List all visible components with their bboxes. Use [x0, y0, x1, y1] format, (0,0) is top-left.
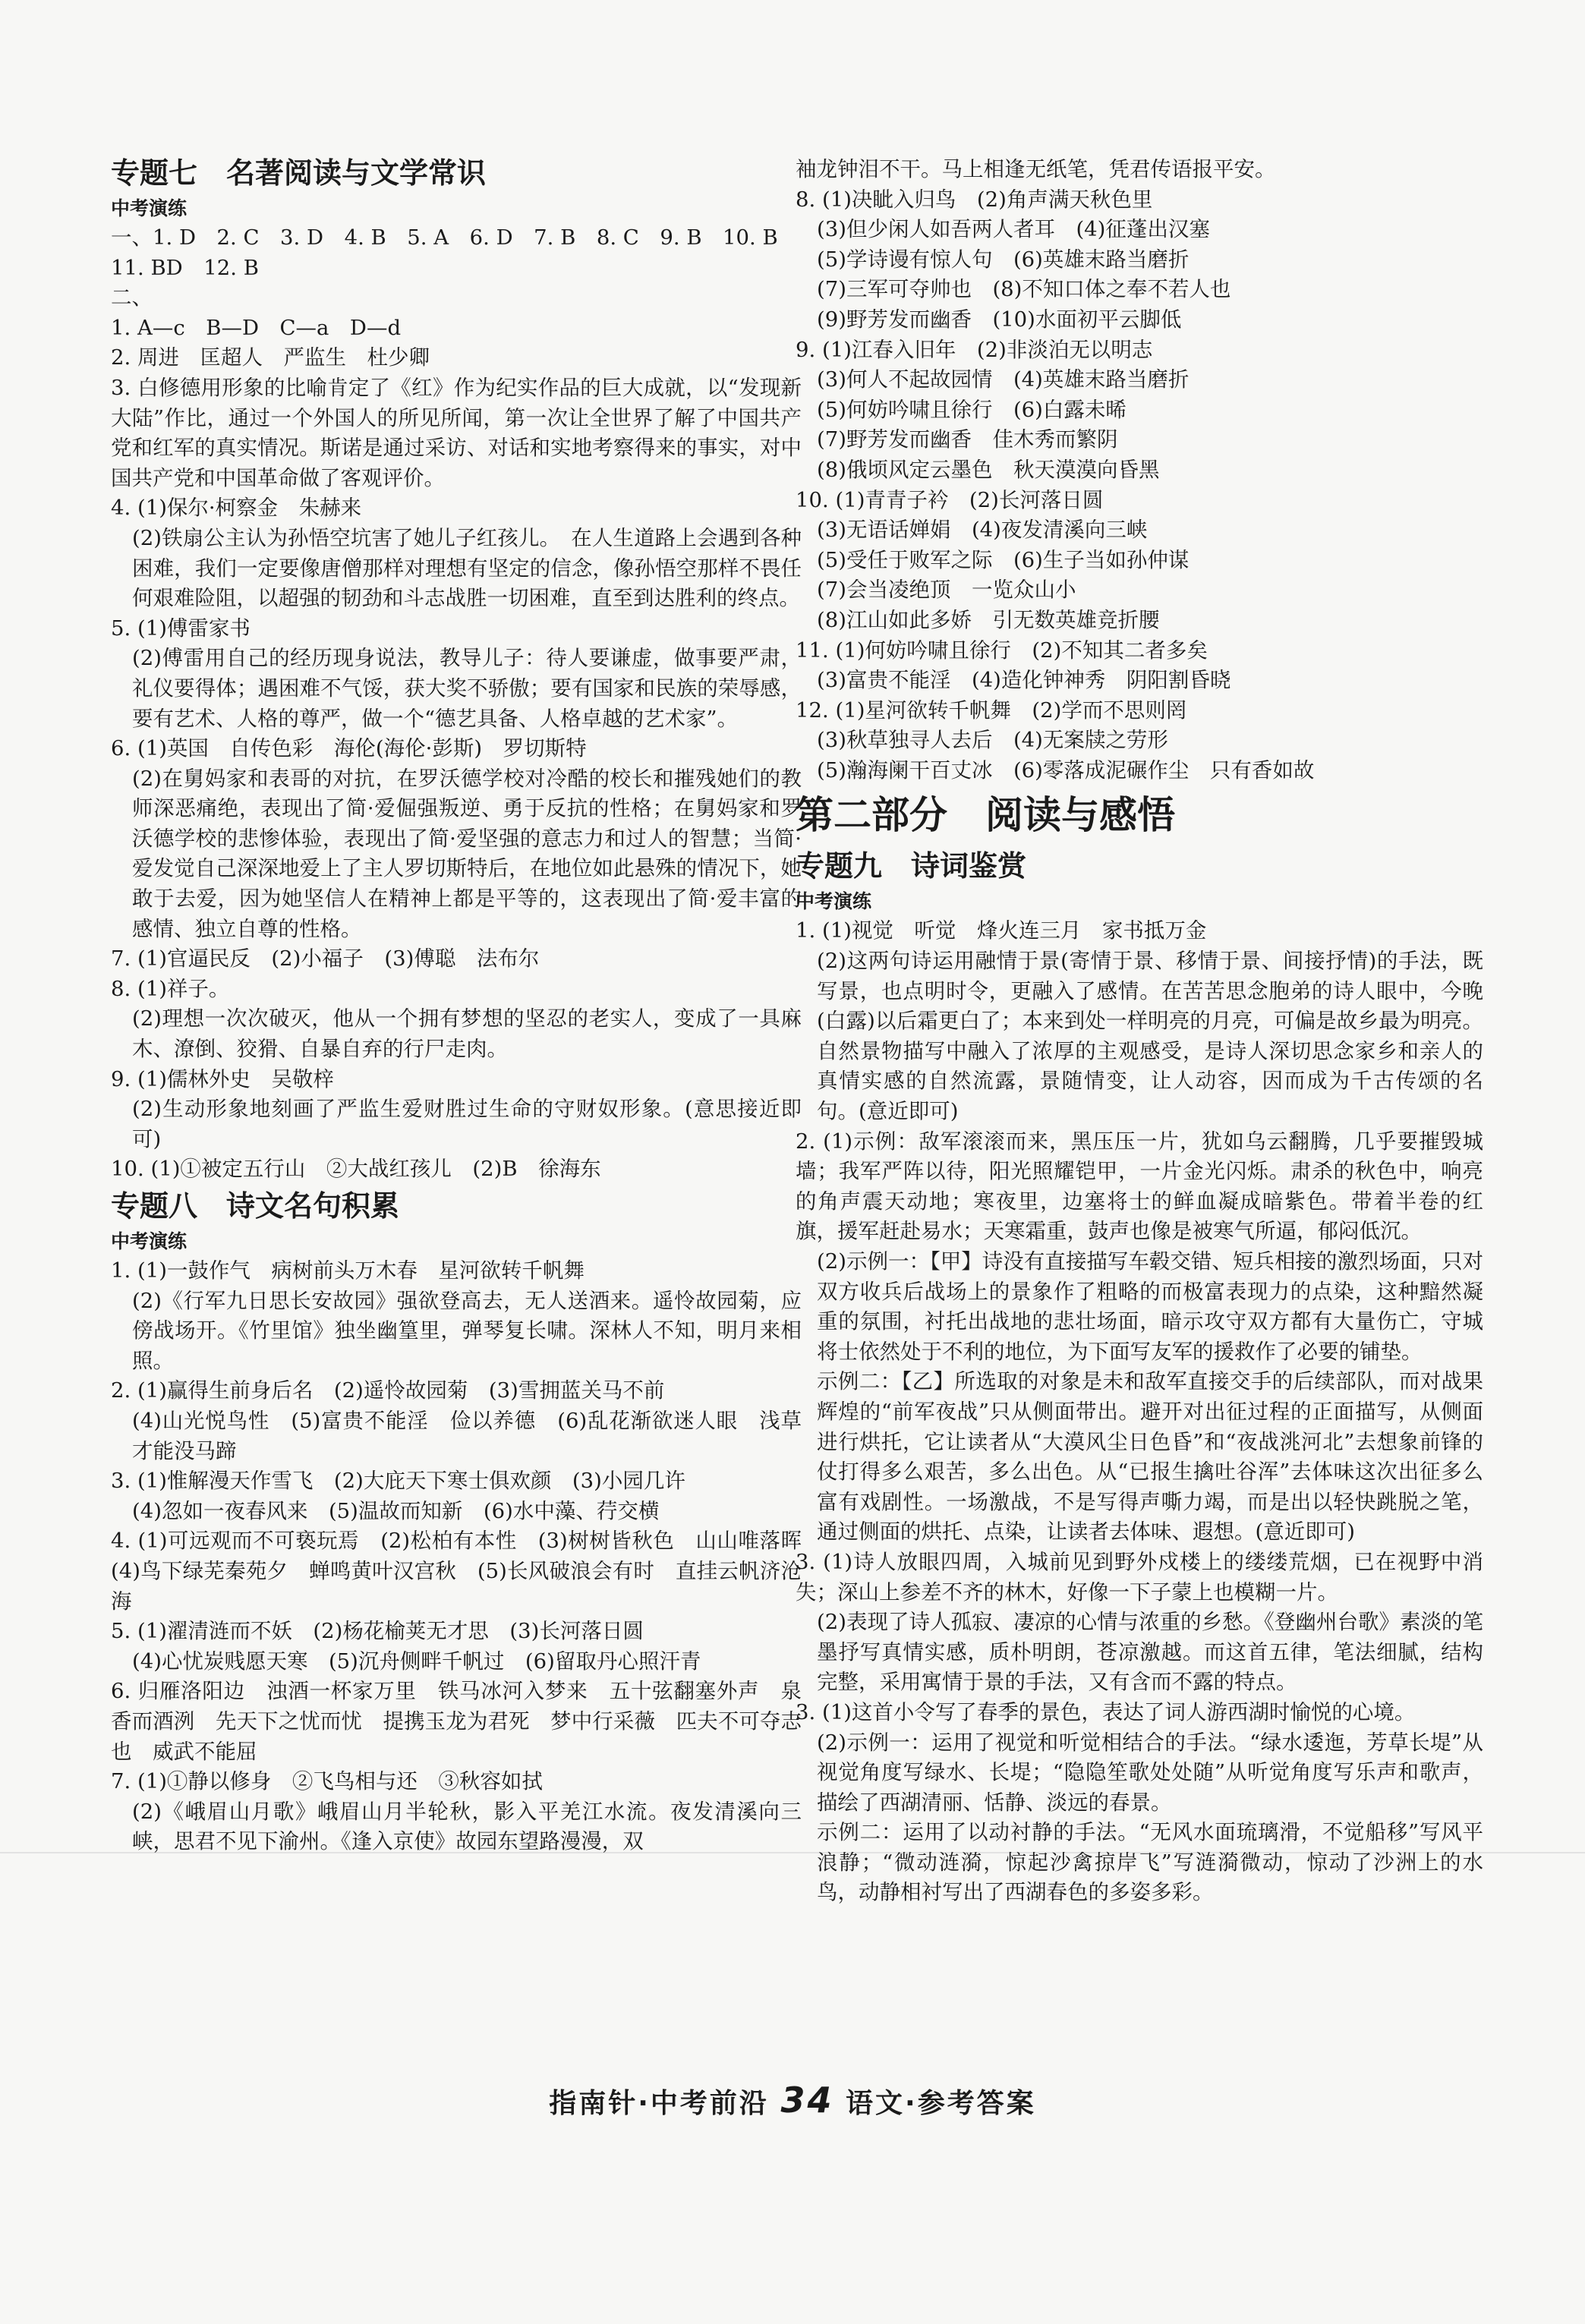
answer-line: 一、1. D 2. C 3. D 4. B 5. A 6. D 7. B 8. C 9. B 10. B — [111, 225, 778, 250]
answer-line: 袖龙钟泪不干。马上相逢无纸笔，凭君传语报平安。 — [796, 157, 1276, 181]
answer-line: (2)示例一：【甲】诗没有直接描写车毂交错、短兵相接的激烈场面，只对双方收兵后战场上的景象作了粗略的而极富表现力的点染，这种黯然凝重的氛围，衬托出战地的悲壮场面，暗示攻守双方都有大量伤亡，守城将士依然处于不利的地位，为下面写友军的援救作了必要的铺垫。 — [817, 1249, 1483, 1364]
answer-line: (2)铁扇公主认为孙悟空坑害了她儿子红孩儿。 在人生道路上会遇到各种困难，我们一定要像唐僧那样对理想有坚定的信念，像孙悟空那样不畏任何艰难险阻，以超强的韧劲和斗志战胜一切困难，直至到达胜利的终点。 — [132, 525, 802, 611]
answer-line: (4)心忧炭贱愿天寒 (5)沉舟侧畔千帆过 (6)留取丹心照汗青 — [132, 1649, 701, 1674]
answer-line: 2. 周进 匡超人 严监生 杜少卿 — [111, 345, 430, 370]
answer-line: 8. (1)祥子。 — [111, 976, 230, 1001]
answer-line: 5. (1)濯清涟而不妖 (2)杨花榆荚无才思 (3)长河落日圆 — [111, 1619, 644, 1644]
answer-line: 7. (1)①静以修身 ②飞鸟相与还 ③秋容如拭 — [111, 1769, 543, 1794]
answer-line: 2. (1)示例：敌军滚滚而来，黑压压一片，犹如乌云翻腾，几乎要摧毁城墙；我军严阵以待，阳光照耀铠甲，一片金光闪烁。肃杀的秋色中，响亮的角声震天动地；寒夜里，边塞将士的鲜血凝成暗紫色。带着半卷的红旗，援军赶赴易水；天寒霜重，鼓声也像是被寒气所逼，郁闷低沉。 — [796, 1129, 1483, 1244]
section-title-9: 专题九 诗词鉴赏 — [796, 849, 1027, 883]
answer-line: 10. (1)①被定五行山 ②大战红孩儿 (2)B 徐海东 — [111, 1157, 601, 1182]
answer-line: 二、 — [111, 285, 153, 310]
answer-line: (3)无语话婵娟 (4)夜发清溪向三峡 — [817, 518, 1148, 543]
answer-line: 示例二：【乙】所选取的对象是未和敌军直接交手的后续部队，而对战果辉煌的“前军夜战”只从侧面带出。避开对出征过程的正面描写，从侧面进行烘托，它让读者从“大漠风尘日色昏”和“夜战洮河北”去想象前锋的仗打得多么艰苦，多么出色。从“已报生擒吐谷浑”去体味这次出征多么富有戏剧性。一场激战，不是写得声嘶力竭，而是出以轻快跳脱之笔，通过侧面的烘托、点染，让读者去体味、遐想。(意近即可) — [817, 1369, 1483, 1545]
left-column — [111, 152, 823, 1857]
answer-line: 1. (1)视觉 听觉 烽火连三月 家书抵万金 — [796, 918, 1207, 943]
footer-subject: 语文·参考答案 — [846, 2088, 1036, 2119]
answer-line: (3)富贵不能淫 (4)造化钟神秀 阴阳割昏晓 — [817, 668, 1231, 693]
answer-line: 示例二：运用了以动衬静的手法。“无风水面琉璃滑，不觉船移”写风平浪静；“微动涟漪，惊起沙禽掠岸飞”写涟漪微动，惊动了沙洲上的水鸟，动静相衬写出了西湖春色的多姿多彩。 — [817, 1820, 1483, 1905]
answer-line: 5. (1)傅雷家书 — [111, 616, 251, 641]
section-title-7: 专题七 名著阅读与文学常识 — [111, 156, 487, 190]
right-column — [796, 155, 1483, 1908]
answer-line: (9)野芳发而幽香 (10)水面初平云脚低 — [817, 307, 1182, 332]
subheading-practice: 中考演练 — [111, 197, 187, 219]
answer-line: 3. (1)诗人放眼四周，入城前见到野外戍楼上的缕缕荒烟，已在视野中消失；深山上参差不齐的林木，好像一下子蒙上也模糊一片。 — [796, 1549, 1483, 1604]
answer-line: (2)表现了诗人孤寂、凄凉的心情与浓重的乡愁。《登幽州台歌》素淡的笔墨抒写真情实感，质朴明朗，苍凉激越。而这首五律，笔法细腻，结构完整，采用寓情于景的手法，又有含而不露的特点。 — [817, 1610, 1483, 1695]
answers-section-9 — [796, 916, 1483, 1908]
answer-line: 6. (1)英国 自传色彩 海伦(海伦·彭斯) 罗切斯特 — [111, 736, 587, 761]
answer-line: (5)受任于败军之际 (6)生子当如孙仲谋 — [817, 547, 1190, 572]
answers-section-7 — [111, 223, 802, 1185]
answer-line: 4. (1)可远观而不可亵玩焉 (2)松柏有本性 (3)树树皆秋色 山山唯落晖 (4)鸟下绿芜秦苑夕 蝉鸣黄叶汉宫秋 (5)长风破浪会有时 直挂云帆济沧海 — [111, 1529, 823, 1614]
section-title-8: 专题八 诗文名句积累 — [111, 1189, 400, 1223]
answer-line: 11. (1)何妨吟啸且徐行 (2)不知其二者多矣 — [796, 638, 1208, 663]
answer-line: (5)瀚海阑干百丈冰 (6)零落成泥碾作尘 只有香如故 — [817, 757, 1315, 783]
answer-line: (5)学诗谩有惊人句 (6)英雄末路当磨折 — [817, 247, 1190, 272]
answer-line: 8. (1)决眦入归鸟 (2)角声满天秋色里 — [796, 187, 1153, 212]
answer-line: (7)会当凌绝顶 一览众山小 — [817, 578, 1076, 603]
answer-line: (2)傅雷用自己的经历现身说法，教导儿子：待人要谦虚，做事要严肃，礼仪要得体；遇困难不气馁，获大奖不骄傲；要有国家和民族的荣辱感，要有艺术、人格的尊严，做一个“德艺具备、人格卓越的艺术家”。 — [132, 646, 802, 731]
part-two-title: 第二部分 阅读与感悟 — [796, 793, 1175, 838]
answer-line: (2)《峨眉山月歌》峨眉山月半轮秋，影入平羌江水流。夜发清溪向三峡，思君不见下渝州。《逢入京使》故园东望路漫漫，双 — [132, 1799, 802, 1854]
answer-line: 11. BD 12. B — [111, 255, 259, 280]
page-number: 34 — [780, 2080, 834, 2121]
answer-line: 3. (1)这首小令写了春季的景色，表达了词人游西湖时愉悦的心境。 — [796, 1699, 1416, 1724]
answers-section-8-continued — [796, 155, 1483, 786]
answer-line: 9. (1)江春入旧年 (2)非淡泊无以明志 — [796, 337, 1153, 362]
answer-line: (2)理想一次次破灭，他从一个拥有梦想的坚忍的老实人，变成了一具麻木、潦倒、狡猾、自暴自弃的行尸走肉。 — [132, 1006, 802, 1062]
answer-line: 6. 归雁洛阳边 浊酒一杯家万里 铁马冰河入梦来 五十弦翻塞外声 泉香而酒洌 先天下之忧而忧 提携玉龙为君死 梦中行采薇 匹夫不可夺志也 威武不能屈 — [111, 1679, 802, 1764]
answer-line: (3)何人不起故园情 (4)英雄末路当磨折 — [817, 367, 1190, 392]
answer-line: (5)何妨吟啸且徐行 (6)白露未晞 — [817, 397, 1127, 422]
answer-line: (4)山光悦鸟性 (5)富贵不能淫 俭以养德 (6)乱花渐欲迷人眼 浅草才能没马蹄 — [132, 1408, 802, 1463]
footer-brand: 指南针·中考前沿 — [549, 2088, 769, 2119]
answer-line: 12. (1)星河欲转千帆舞 (2)学而不思则罔 — [796, 698, 1187, 723]
answer-line: (4)忽如一夜春风来 (5)温故而知新 (6)水中藻、荇交横 — [132, 1498, 660, 1523]
answers-section-8 — [111, 1256, 823, 1857]
answer-line: (2)《行军九日思长安故园》强欲登高去，无人送酒来。遥怜故园菊，应傍战场开。《竹里馆》独坐幽篁里，弹琴复长啸。深林人不知，明月来相照。 — [132, 1288, 802, 1373]
answer-line: (8)俄顷风定云墨色 秋天漠漠向昏黑 — [817, 457, 1160, 482]
answer-line: (7)野芳发而幽香 佳木秀而繁阴 — [817, 427, 1118, 452]
answer-line: 2. (1)赢得生前身后名 (2)遥怜故园菊 (3)雪拥蓝关马不前 — [111, 1378, 665, 1403]
answer-line: (2)生动形象地刻画了严监生爱财胜过生命的守财奴形象。(意思接近即可) — [132, 1097, 802, 1151]
answer-line: (2)这两句诗运用融情于景(寄情于景、移情于景、间接抒情)的手法，既写景，也点明时令，更融入了感情。在苦苦思念胞弟的诗人眼中，今晚(白露)以后霜更白了；本来到处一样明亮的月亮，可偏是故乡最为明亮。自然景物描写中融入了浓厚的主观感受，是诗人深切思念家乡和亲人的真情实感的自然流露，景随情变，让人动容，因而成为千古传颂的名句。(意近即可) — [817, 949, 1483, 1124]
answer-line: 7. (1)官逼民反 (2)小福子 (3)傅聪 法布尔 — [111, 946, 540, 971]
answer-line: 1. (1)一鼓作气 病树前头万木春 星河欲转千帆舞 — [111, 1258, 585, 1283]
subheading-practice: 中考演练 — [111, 1230, 187, 1252]
answer-line: (2)示例一：运用了视觉和听觉相结合的手法。“绿水逶迤，芳草长堤”从视觉角度写绿水、长堤；“隐隐笙歌处处随”从听觉角度写乐声和歌声，描绘了西湖清丽、恬静、淡远的春景。 — [817, 1730, 1483, 1815]
answer-line: 9. (1)儒林外史 吴敬梓 — [111, 1066, 334, 1091]
subheading-practice: 中考演练 — [796, 890, 872, 913]
answer-line: (3)秋草独寻人去后 (4)无案牍之劳形 — [817, 728, 1168, 753]
page-footer — [0, 2080, 1585, 2121]
answer-line: (7)三军可夺帅也 (8)不知口体之奉不若人也 — [817, 277, 1231, 302]
answer-line: 10. (1)青青子衿 (2)长河落日圆 — [796, 487, 1104, 512]
answer-line: (3)但少闲人如吾两人者耳 (4)征蓬出汉塞 — [817, 217, 1210, 242]
answer-line: 3. (1)惟解漫天作雪飞 (2)大庇天下寒士俱欢颜 (3)小园几许 — [111, 1469, 685, 1494]
answer-line: (2)在舅妈家和表哥的对抗，在罗沃德学校对冷酷的校长和摧残她们的教师深恶痛绝，表现出了简·爱倔强叛逆、勇于反抗的性格；在舅妈家和罗沃德学校的悲惨体验，表现出了简·爱坚强的意志力和过人的智慧；当简·爱发觉自己深深地爱上了主人罗切斯特后，在地位如此悬殊的情况下，她敢于去爱，因为她坚信人在精神上都是平等的，这表现出了简·爱丰富的感情、独立自尊的性格。 — [132, 766, 802, 941]
answer-line: (8)江山如此多娇 引无数英雄竞折腰 — [817, 607, 1160, 632]
answer-line: 3. 白修德用形象的比喻肯定了《红》作为纪实作品的巨大成就，以“发现新大陆”作比，通过一个外国人的所见所闻，第一次让全世界了解了中国共产党和红军的真实情况。斯诺是通过采访、对话和实地考察得来的事实，对中国共产党和中国革命做了客观评价。 — [111, 375, 802, 490]
answer-line: 4. (1)保尔·柯察金 朱赫来 — [111, 496, 362, 521]
answer-line: 1. A—c B—D C—a D—d — [111, 315, 402, 340]
